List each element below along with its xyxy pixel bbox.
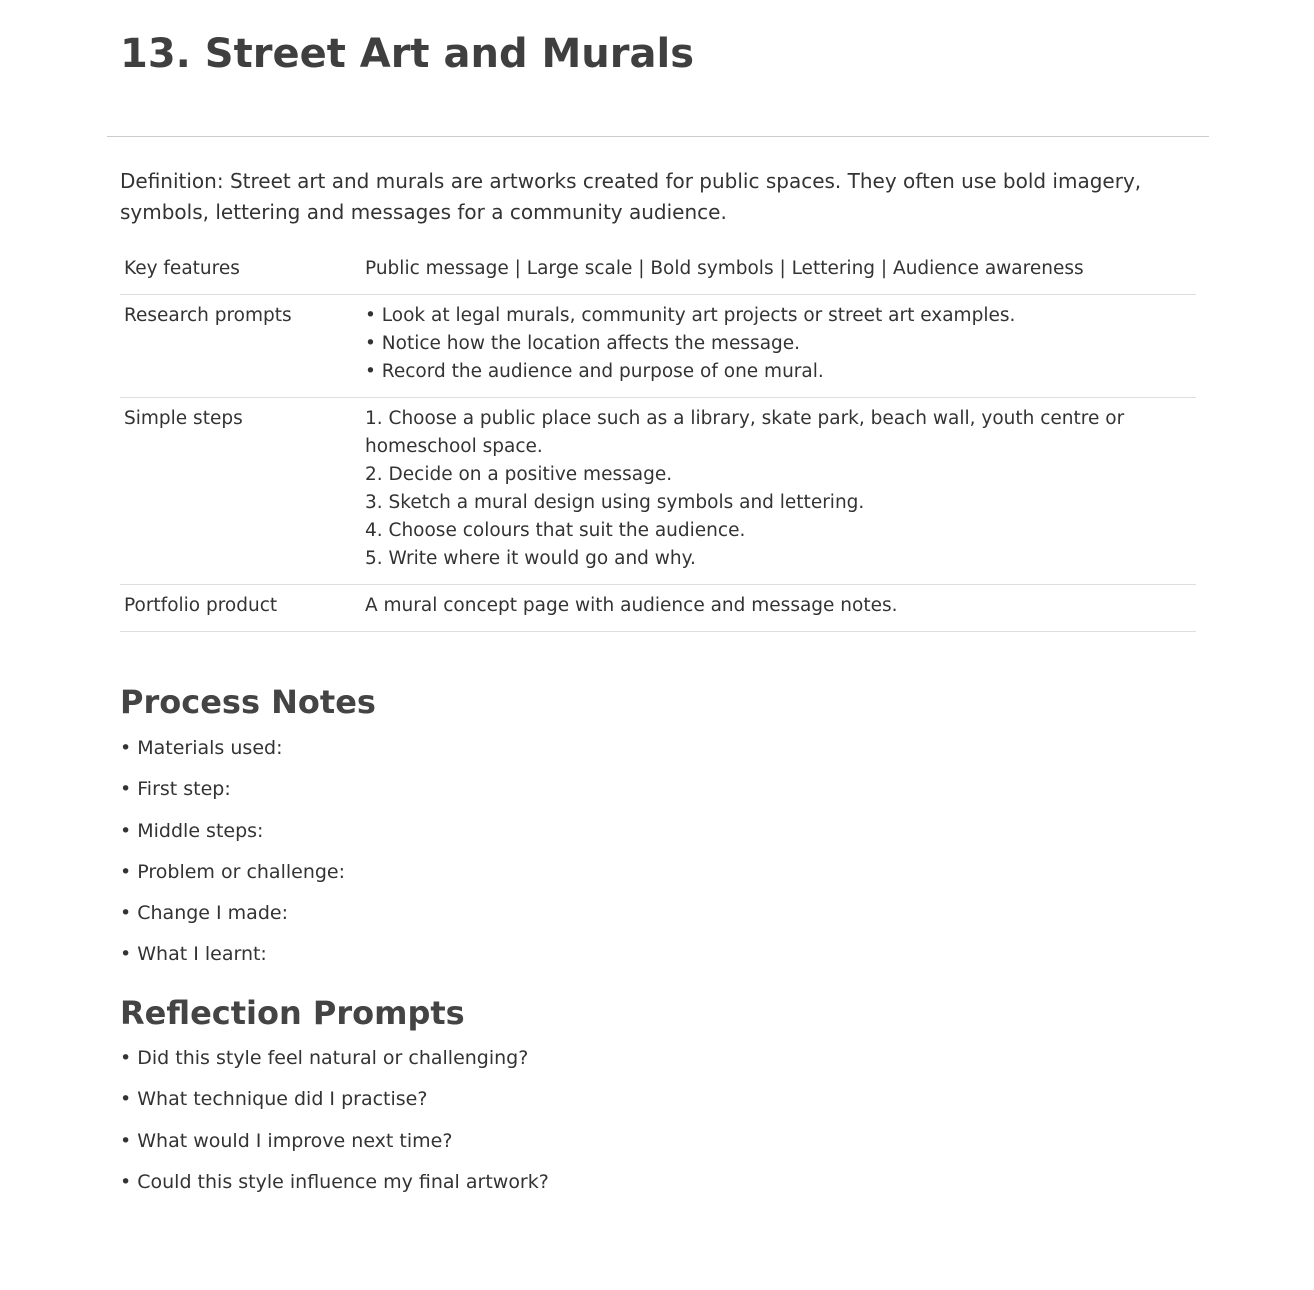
title-divider xyxy=(107,136,1209,137)
row-value-line: A mural concept page with audience and message notes. xyxy=(365,595,898,616)
row-value xyxy=(360,295,1196,398)
row-value xyxy=(360,585,1196,632)
table-row-portfolio-product xyxy=(120,585,1196,632)
list-item: • Materials used: xyxy=(120,737,283,759)
row-label: Simple steps xyxy=(120,398,360,585)
row-value-line: Public message | Large scale | Bold symbols | Lettering | Audience awareness xyxy=(365,258,1084,279)
reflection-prompts-list xyxy=(120,1045,549,1210)
table-row-key-features xyxy=(120,248,1196,295)
table-row-research-prompts xyxy=(120,295,1196,398)
list-item: • Problem or challenge: xyxy=(120,860,346,883)
list-item: • What would I improve next time? xyxy=(120,1129,453,1152)
definition-text: Definition: Street art and murals are artworks created for public spaces. They often use bold imagery, symbols, lettering and messages for a community audience. xyxy=(120,169,1142,224)
list-item: • First step: xyxy=(120,778,231,801)
list-item: • Change I made: xyxy=(120,902,288,925)
list-item: • What technique did I practise? xyxy=(120,1088,428,1111)
row-value-line: • Look at legal murals, community art projects or street art examples. xyxy=(365,305,1016,326)
page-title: 13. Street Art and Murals xyxy=(120,31,695,77)
table-row-simple-steps xyxy=(120,398,1196,585)
row-label: Research prompts xyxy=(120,295,360,398)
list-item: • Did this style feel natural or challenging? xyxy=(120,1047,529,1069)
row-label: Key features xyxy=(120,248,360,295)
process-notes-heading: Process Notes xyxy=(120,683,376,721)
row-label: Portfolio product xyxy=(120,585,360,632)
list-item: • Middle steps: xyxy=(120,819,264,842)
row-value xyxy=(360,398,1196,585)
row-value-line: • Record the audience and purpose of one mural. xyxy=(365,361,824,382)
list-item: • Could this style influence my final artwork? xyxy=(120,1170,549,1193)
row-value xyxy=(360,248,1196,295)
row-value-line: • Notice how the location affects the message. xyxy=(365,333,801,354)
row-value-line: 1. Choose a public place such as a library, skate park, beach wall, youth centre or homeschool space. xyxy=(365,408,1125,457)
list-item: • What I learnt: xyxy=(120,943,267,966)
row-value-line: 2. Decide on a positive message. xyxy=(365,464,673,485)
row-value-line: 4. Choose colours that suit the audience. xyxy=(365,520,746,541)
row-value-line: 5. Write where it would go and why. xyxy=(365,548,696,569)
row-value-line: 3. Sketch a mural design using symbols and lettering. xyxy=(365,492,865,513)
info-table xyxy=(120,248,1196,632)
process-notes-list xyxy=(120,735,345,983)
reflection-prompts-heading: Reflection Prompts xyxy=(120,994,465,1032)
